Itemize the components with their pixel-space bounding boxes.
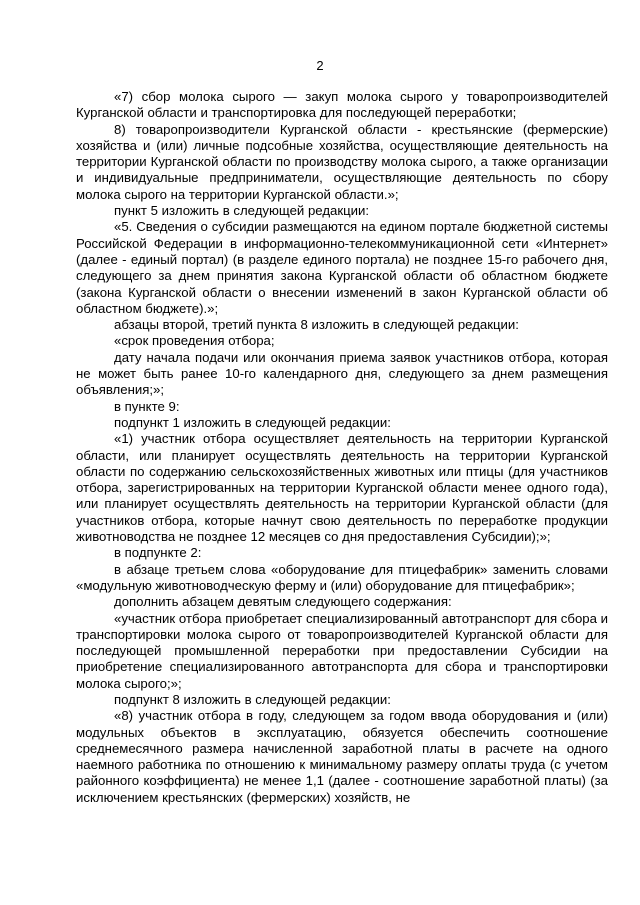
- paragraph-12: в абзаце третьем слова «оборудование для птицефабрик» заменить словами «модульную животноводческую ферму и (или) оборудование для птицефабрик»;: [76, 561, 608, 593]
- paragraph-2: 8) товаропроизводители Курганской области - крестьянские (фермерские) хозяйства и (или) личные подсобные хозяйства, осуществляющие деятельность на территории Курганской области по производству молока сырого, а также организации и индивидуальные предприниматели, осуществляющие деятельность по сбору молока сырого на территории Курганской области.»;: [76, 121, 608, 202]
- paragraph-4: «5. Сведения о субсидии размещаются на едином портале бюджетной системы Российской Федерации в информационно-телекоммуникационной сети «Интернет» (далее - единый портал) (в разделе единого портала) не позднее 15-го рабочего дня, следующего за днем принятия закона Курганской области об областном бюджете (закона Курганской области о внесении изменений в закон Курганской области об областном бюджете).»;: [76, 219, 608, 316]
- page-number: 2: [316, 58, 324, 73]
- paragraph-8: в пункте 9:: [114, 398, 180, 414]
- document-body: [76, 89, 608, 806]
- paragraph-14: «участник отбора приобретает специализированный автотранспорт для сбора и транспортировки молока сырого от товаропроизводителей Курганской области для последующей промышленной переработки при предоставлении Субсидии на приобретение специализированного автотранспорта для сбора и транспортировки молока сырого;»;: [76, 610, 608, 691]
- paragraph-10: «1) участник отбора осуществляет деятельность на территории Курганской области, или планирует осуществлять деятельность на территории Курганской области по содержанию сельскохозяйственных животных или птицы (для участников отбора, зарегистрированных на территории Курганской области менее одного года), или планирует осуществлять деятельность на территории Курганской области (для участников отбора, которые начнут свою деятельность по переработке продукции животноводства не позднее 12 месяцев со дня предоставления Субсидии);»;: [76, 431, 608, 545]
- paragraph-13: дополнить абзацем девятым следующего содержания:: [114, 594, 452, 610]
- paragraph-3: пункт 5 изложить в следующей редакции:: [114, 203, 370, 219]
- paragraph-9: подпункт 1 изложить в следующей редакции:: [114, 414, 391, 430]
- paragraph-15: подпункт 8 изложить в следующей редакции:: [114, 691, 391, 707]
- paragraph-1: «7) сбор молока сырого — закуп молока сырого у товаропроизводителей Курганской области и транспортировка для последующей переработки;: [76, 89, 608, 121]
- paragraph-16: «8) участник отбора в году, следующем за годом ввода оборудования и (или) модульных объектов в эксплуатацию, обязуется обеспечить соотношение среднемесячного размера начисленной заработной платы в расчете на одного наемного работника по отношению к минимальному размеру оплаты труда (с учетом районного коэффициента) не менее 1,1 (далее - соотношение заработной платы) (за исключением крестьянских (фермерских) хозяйств, не: [76, 708, 608, 805]
- paragraph-6: «срок проведения отбора;: [114, 333, 275, 349]
- paragraph-11: в подпункте 2:: [114, 545, 202, 561]
- paragraph-7: дату начала подачи или окончания приема заявок участников отбора, которая не может быть ранее 10-го календарного дня, следующего за днем размещения объявления;»;: [76, 349, 608, 398]
- paragraph-5: абзацы второй, третий пункта 8 изложить в следующей редакции:: [114, 317, 519, 333]
